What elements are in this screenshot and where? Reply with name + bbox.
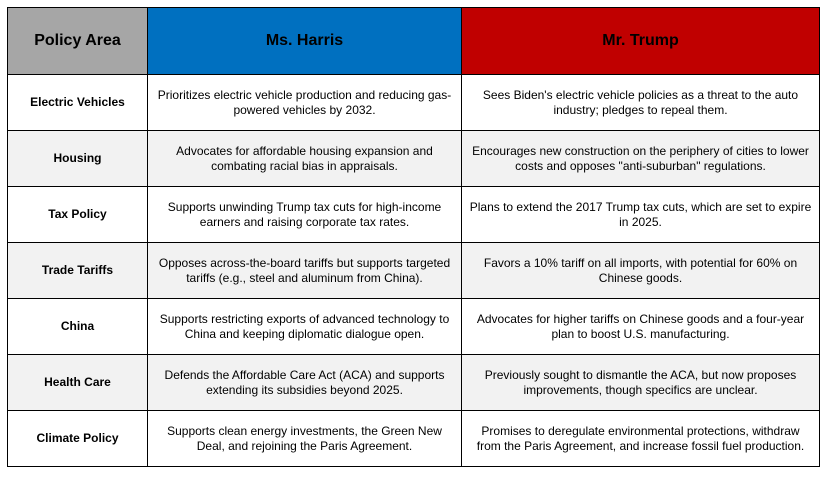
policy-area-cell: Health Care <box>8 355 148 411</box>
table-row <box>8 131 820 187</box>
policy-area-cell: China <box>8 299 148 355</box>
harris-position-cell: Supports unwinding Trump tax cuts for high-income earners and raising corporate tax rates. <box>148 187 462 243</box>
policy-area-cell: Trade Tariffs <box>8 243 148 299</box>
harris-position-cell: Advocates for affordable housing expansion and combating racial bias in appraisals. <box>148 131 462 187</box>
harris-position-cell: Opposes across-the-board tariffs but supports targeted tariffs (e.g., steel and aluminum from China). <box>148 243 462 299</box>
trump-position-cell: Plans to extend the 2017 Trump tax cuts, which are set to expire in 2025. <box>462 187 820 243</box>
trump-position-cell: Promises to deregulate environmental protections, withdraw from the Paris Agreement, and increase fossil fuel production. <box>462 411 820 467</box>
policy-area-cell: Climate Policy <box>8 411 148 467</box>
policy-area-cell: Housing <box>8 131 148 187</box>
header-row <box>8 8 820 75</box>
harris-position-cell: Supports clean energy investments, the Green New Deal, and rejoining the Paris Agreement. <box>148 411 462 467</box>
table-header <box>8 8 820 75</box>
table-row <box>8 187 820 243</box>
table-row <box>8 243 820 299</box>
harris-position-cell: Supports restricting exports of advanced technology to China and keeping diplomatic dialogue open. <box>148 299 462 355</box>
header-trump: Mr. Trump <box>462 8 820 75</box>
trump-position-cell: Sees Biden's electric vehicle policies as a threat to the auto industry; pledges to repeal them. <box>462 75 820 131</box>
table-row <box>8 75 820 131</box>
table-row <box>8 411 820 467</box>
policy-area-cell: Electric Vehicles <box>8 75 148 131</box>
header-policy-area: Policy Area <box>8 8 148 75</box>
table-row <box>8 355 820 411</box>
harris-position-cell: Defends the Affordable Care Act (ACA) and supports extending its subsidies beyond 2025. <box>148 355 462 411</box>
policy-comparison-table <box>7 7 820 467</box>
trump-position-cell: Advocates for higher tariffs on Chinese goods and a four-year plan to boost U.S. manufacturing. <box>462 299 820 355</box>
harris-position-cell: Prioritizes electric vehicle production and reducing gas-powered vehicles by 2032. <box>148 75 462 131</box>
trump-position-cell: Previously sought to dismantle the ACA, but now proposes improvements, though specifics are unclear. <box>462 355 820 411</box>
table-body <box>8 75 820 467</box>
table-row <box>8 299 820 355</box>
trump-position-cell: Favors a 10% tariff on all imports, with potential for 60% on Chinese goods. <box>462 243 820 299</box>
header-harris: Ms. Harris <box>148 8 462 75</box>
trump-position-cell: Encourages new construction on the periphery of cities to lower costs and opposes "anti-suburban" regulations. <box>462 131 820 187</box>
policy-area-cell: Tax Policy <box>8 187 148 243</box>
